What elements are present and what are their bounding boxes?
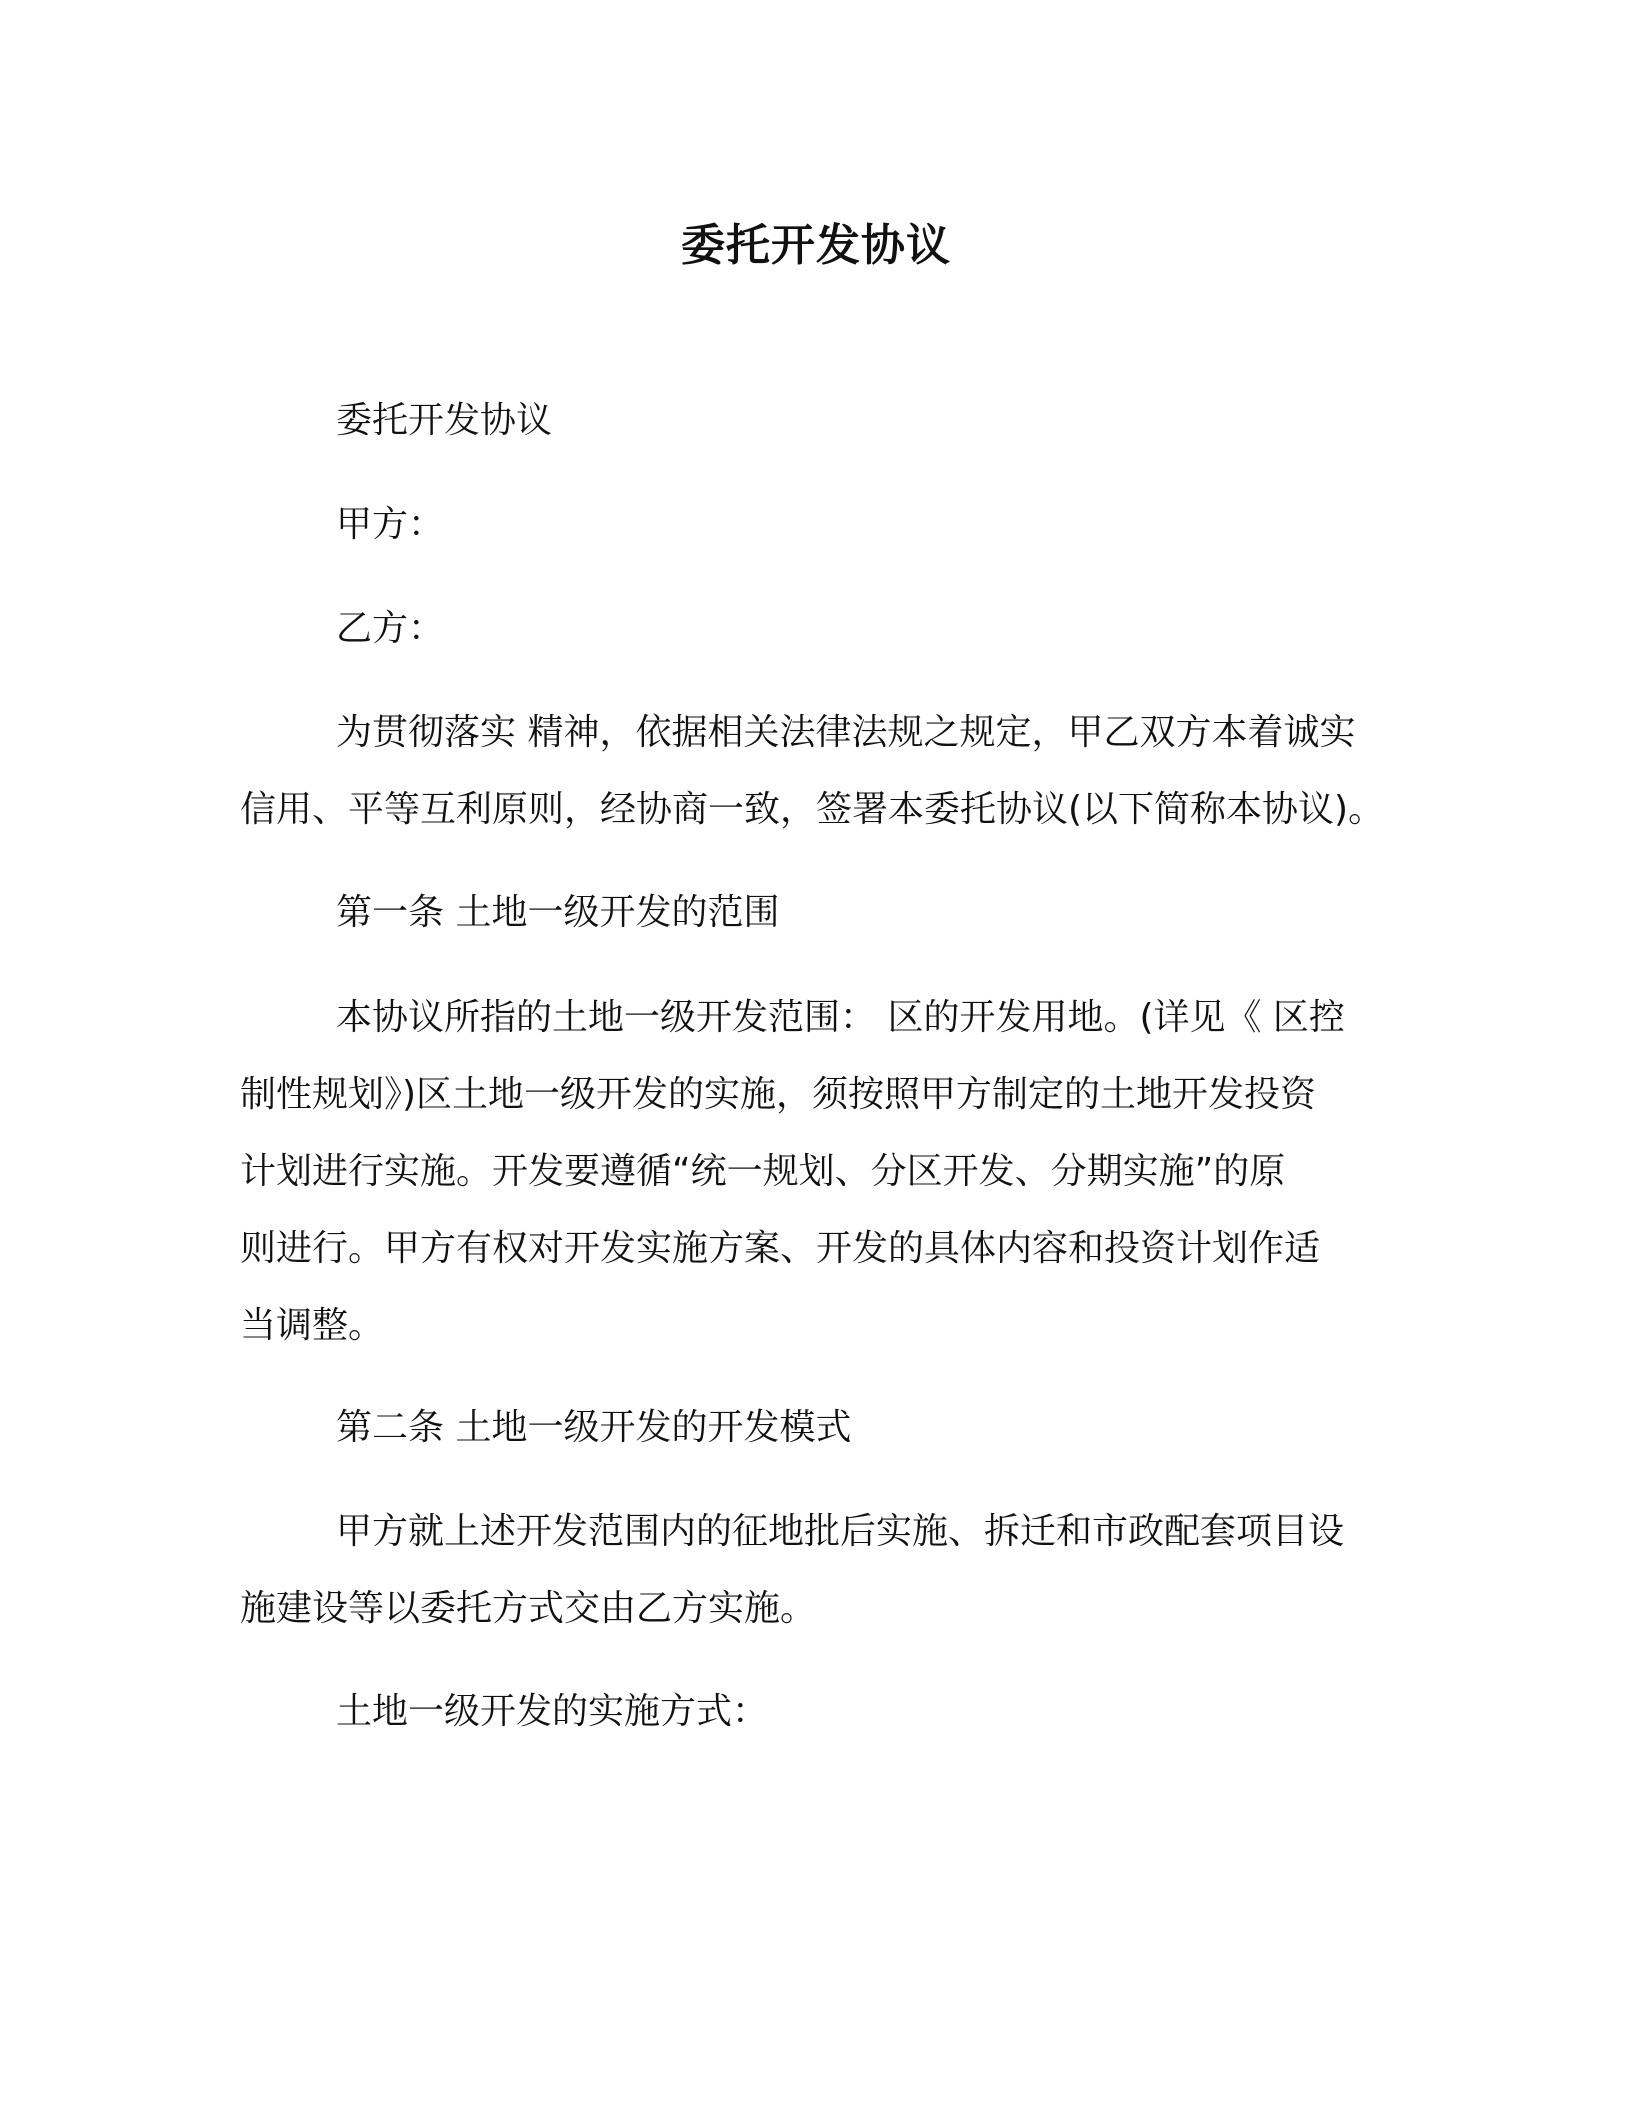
- article-2-line-1: 甲方就上述开发范围内的征地批后实施、拆迁和市政配套项目设: [336, 1511, 1345, 1552]
- article-2-line-2: 施建设等以委托方式交由乙方实施。: [240, 1588, 817, 1629]
- document-title: 委托开发协议: [681, 220, 951, 271]
- article-1-line-1: 本协议所指的土地一级开发范围： 区的开发用地。(详见《 区控: [336, 997, 1345, 1038]
- intro-line-2: 信用、平等互利原则，经协商一致，签署本委托协议(以下简称本协议)。: [240, 789, 1385, 830]
- article-1-line-3: 计划进行实施。开发要遵循“统一规划、分区开发、分期实施”的原: [240, 1151, 1286, 1192]
- implementation-heading: 土地一级开发的实施方式：: [336, 1691, 769, 1732]
- article-1-heading: 第一条 土地一级开发的范围: [336, 892, 780, 933]
- subtitle-line: 委托开发协议: [336, 400, 553, 441]
- article-2-heading: 第二条 土地一级开发的开发模式: [336, 1407, 852, 1448]
- intro-line-1: 为贯彻落实 精神，依据相关法律法规之规定，甲乙双方本着诚实: [336, 712, 1356, 753]
- party-b-line: 乙方：: [336, 608, 445, 649]
- party-a-line: 甲方：: [336, 504, 445, 545]
- article-1-line-2: 制性规划》)区土地一级开发的实施，须按照甲方制定的土地开发投资: [240, 1074, 1317, 1115]
- article-1-line-4: 则进行。甲方有权对开发实施方案、开发的具体内容和投资计划作适: [240, 1228, 1321, 1269]
- article-1-line-5: 当调整。: [240, 1305, 385, 1346]
